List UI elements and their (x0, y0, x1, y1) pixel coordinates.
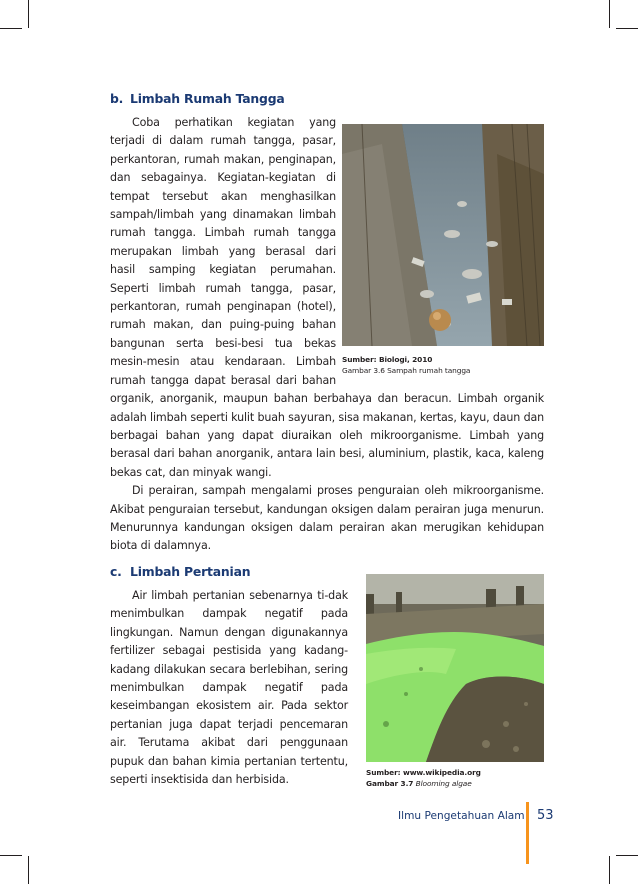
crop-mark (609, 856, 610, 884)
crop-mark (616, 28, 638, 29)
crop-mark (609, 0, 610, 28)
crop-mark (0, 28, 22, 29)
crop-mark (28, 0, 29, 28)
page-number: 53 (537, 808, 554, 823)
section-c-body (110, 587, 348, 789)
figure-3-6-caption (342, 355, 542, 376)
section-c-letter: c. (110, 564, 122, 579)
figure-3-6-title: Gambar 3.6 Sampah rumah tangga (342, 365, 471, 375)
crop-mark (616, 855, 638, 856)
algae-bloom-image (366, 574, 544, 762)
figure-3-7-label: Gambar 3.7 (366, 778, 414, 788)
footer-accent-bar (526, 802, 529, 864)
section-c-paragraph-1: Air limbah pertanian sebenarnya ti-dak menimbulkan dampak negatif pada lingkungan. Namun dengan digunakannya fertilizer sebagai pestisida yang kadang-kadang dilakukan secara berlebihan, sering menimbulkan dampak negatif pada keseimbangan ekosistem air. Pada sektor pertanian juga dapat terjadi pencemaran air. Terutama akibat dari penggunaan pupuk dan bahan kimia pertanian tertentu, seperti insektisida dan herbisida. (110, 589, 348, 787)
crop-mark (0, 855, 22, 856)
section-b-title: Limbah Rumah Tangga (130, 91, 285, 106)
section-b-letter: b. (110, 91, 124, 106)
section-c-title: Limbah Pertanian (130, 564, 251, 579)
figure-3-6-source: Sumber: Biologi, 2010 (342, 355, 433, 364)
crop-mark (28, 856, 29, 884)
household-waste-image (342, 124, 544, 346)
section-b-paragraph-1: Coba perhatikan kegiatan yang terjadi di dalam rumah tangga, pasar, perkantoran, rumah makan, penginapan, dan sebagainya. Kegiatan-kegiatan di tempat tersebut akan menghasilkan sampah/limbah yang dinamakan limbah rumah tangga. Limbah rumah tangga merupakan limbah yang berasal dari hasil samping kegiatan perumahan. Seperti limbah rumah tangga, pasar, perkantoran, rumah penginapan (hotel), rumah makan, dan puing-puing bahan bangunan serta besi-besi tua bekas mesin-mesin atau kendaraan. Limbah rumah tangga dapat berasal dari bahan organik, anorganik, maupun bahan berbahaya dan beracun. Limbah organik adalah limbah seperti kulit buah sayuran, sisa makanan, kertas, kayu, daun dan berbagai bahan yang dapat diuraikan oleh mikroorganisme. Limbah yang berasal dari bahan anorganik, antara lain besi, aluminium, plastik, kaca, kaleng bekas cat, dan minyak wangi. (110, 116, 544, 479)
figure-3-7-caption (366, 768, 544, 789)
figure-3-7-title: Blooming algae (415, 778, 472, 788)
algae-bloom-photo (366, 574, 544, 762)
section-c-heading (110, 564, 250, 579)
section-b-heading (110, 91, 285, 106)
section-b-paragraph-2: Di perairan, sampah mengalami proses penguraian oleh mikroorganisme. Akibat penguraian tersebut, kandungan oksigen dalam perairan juga menurun. Menurunnya kandungan oksigen dalam perairan akan merugikan kehidupan biota di dalamnya. (110, 484, 544, 553)
household-waste-photo (342, 124, 544, 346)
figure-3-7-source: Sumber: www.wikipedia.org (366, 768, 481, 777)
footer-book-title: Ilmu Pengetahuan Alam (398, 810, 525, 822)
